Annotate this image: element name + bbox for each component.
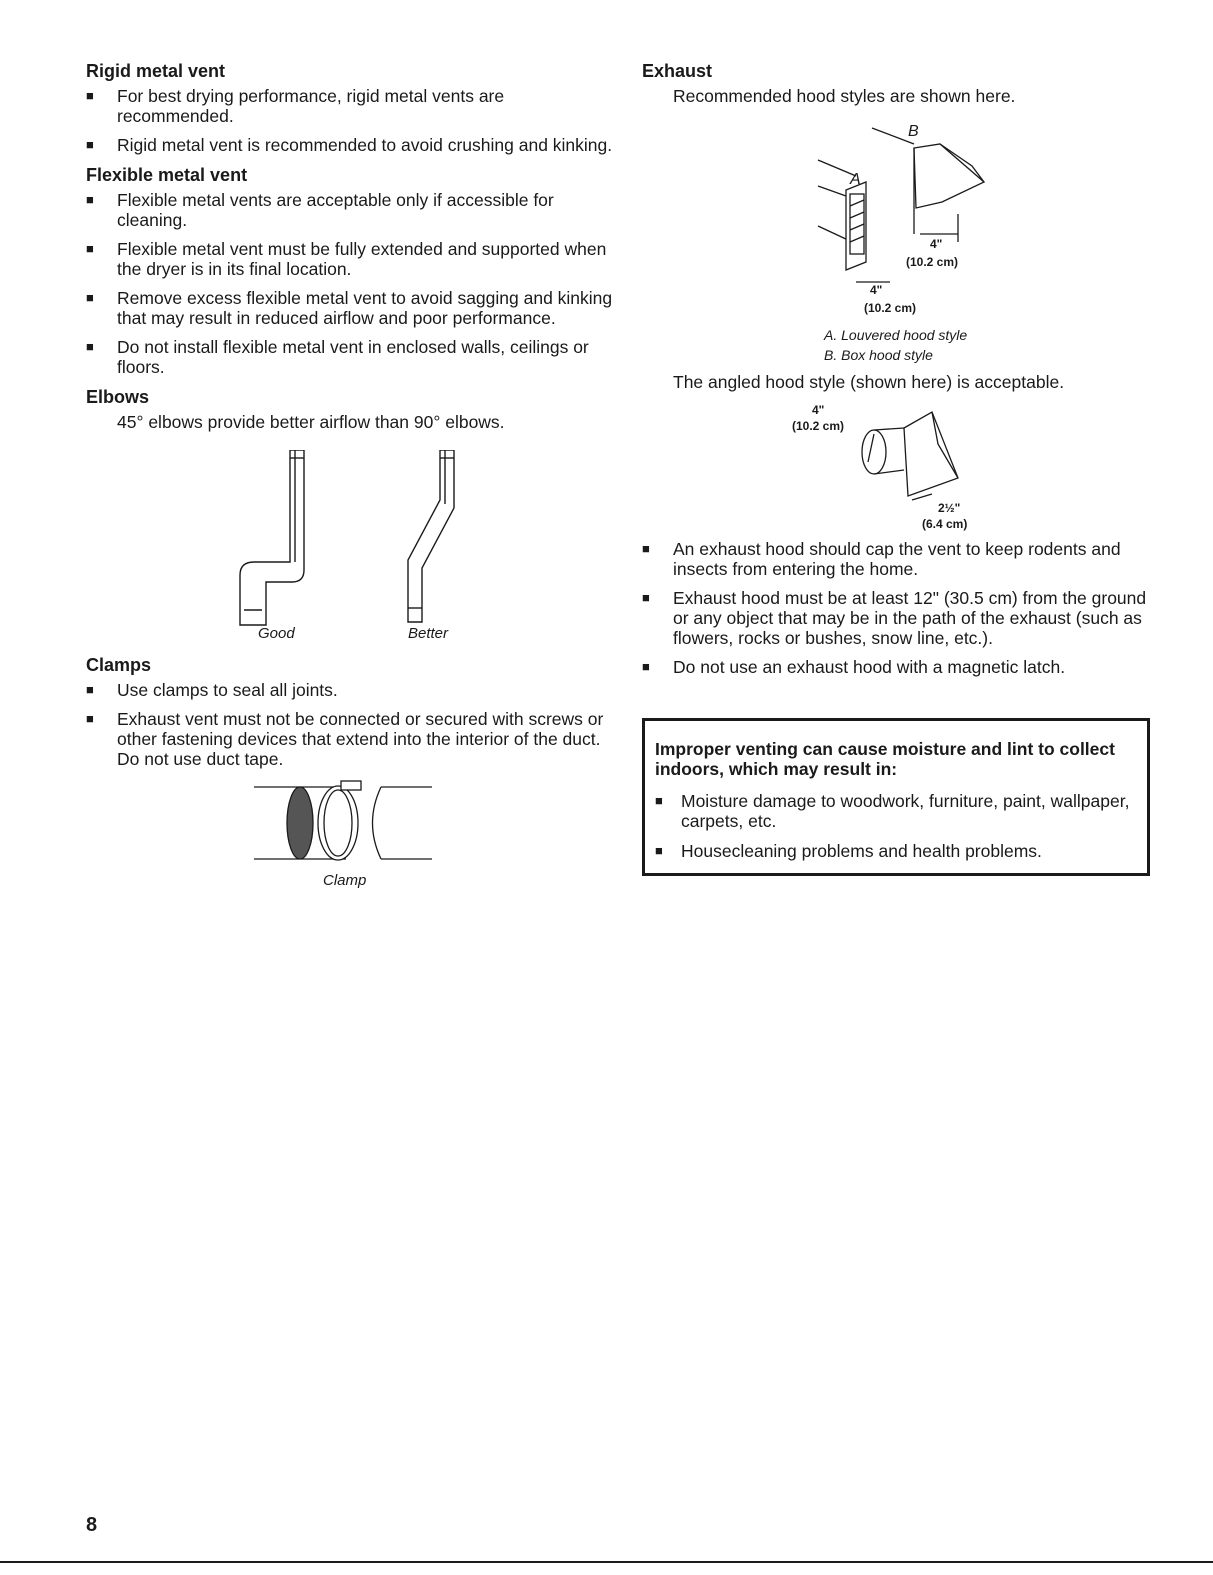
warning-item: ■ Moisture damage to woodwork, furniture, paint, wallpaper, carpets, etc.: [655, 791, 1161, 831]
flexible-heading: Flexible metal vent: [86, 165, 248, 185]
list-item: ■ Do not install flexible metal vent in enclosed walls, ceilings or floors.: [86, 337, 616, 377]
clamp-illustration: [86, 779, 506, 889]
list-item: ■ Remove excess flexible metal vent to avoid sagging and kinking that may result in reduced airflow and poor performance.: [86, 288, 616, 328]
list-item: ■ Exhaust vent must not be connected or secured with screws or other fastening devices that extend into the interior of the duct. Do not use duct tape.: [86, 709, 616, 769]
list-item: ■ For best drying performance, rigid metal vents are recommended.: [86, 86, 616, 126]
clamps-heading: Clamps: [86, 655, 152, 675]
elbows-heading: Elbows: [86, 387, 150, 407]
list-item: ■ Flexible metal vents are acceptable only if accessible for cleaning.: [86, 190, 616, 230]
caption-better: Better: [408, 625, 449, 642]
footer-rule: [0, 1561, 1213, 1563]
label-b: B: [908, 123, 919, 140]
angled-hood-illustration: [642, 400, 1162, 535]
dim-angled-in: 4": [812, 403, 825, 417]
better-elbow-45: [408, 450, 454, 622]
right-column: [642, 60, 1164, 686]
angled-hood-figure: [642, 400, 1164, 535]
hood-styles-figure: [642, 114, 1164, 364]
clamp-figure: [86, 779, 616, 889]
page-number: 8: [86, 1514, 98, 1536]
rigid-list: [86, 86, 616, 155]
rigid-heading: Rigid metal vent: [86, 61, 226, 81]
flexible-list: [86, 190, 616, 377]
dim-angled-depth-cm: (6.4 cm): [922, 517, 968, 531]
warning-item: ■ Housecleaning problems and health problems.: [655, 841, 1161, 861]
good-elbow-90: [240, 450, 304, 625]
warning-box: [642, 718, 1150, 876]
exhaust-heading: Exhaust: [642, 61, 713, 81]
exhaust-list: [642, 539, 1164, 677]
list-item: ■ Use clamps to seal all joints.: [86, 680, 616, 700]
list-item: ■ Do not use an exhaust hood with a magnetic latch.: [642, 657, 1164, 677]
dim-angled-depth-in: 2½": [938, 501, 961, 515]
caption-good: Good: [258, 625, 295, 642]
list-item: ■ An exhaust hood should cap the vent to keep rodents and insects from entering the home.: [642, 539, 1164, 579]
angled-hood-text: The angled hood style (shown here) is acceptable.: [673, 372, 1065, 392]
elbow-illustration: [86, 450, 506, 642]
clamps-list: [86, 680, 616, 769]
elbows-figure: [86, 450, 616, 642]
legend-a: A. Louvered hood style: [824, 327, 968, 343]
caption-clamp: Clamp: [323, 872, 367, 889]
list-item: ■ Exhaust hood must be at least 12" (30.5 cm) from the ground or any object that may be in the path of the exhaust (such as flowers, rocks or bushes, snow line, etc.).: [642, 588, 1164, 648]
warning-title: Improper venting can cause moisture and lint to collect indoors, which may result in:: [655, 739, 1115, 779]
label-a: A: [850, 171, 861, 188]
dim-louvered-in: 4": [870, 283, 883, 297]
dim-box-hood-in: 4": [930, 237, 943, 251]
legend-b: B. Box hood style: [824, 347, 933, 363]
elbows-text: 45° elbows provide better airflow than 90° elbows.: [117, 412, 505, 432]
dim-angled-cm: (10.2 cm): [792, 419, 845, 433]
dim-box-hood-cm: (10.2 cm): [906, 255, 959, 269]
exhaust-intro: Recommended hood styles are shown here.: [673, 86, 1016, 106]
left-column: [86, 60, 616, 889]
list-item: ■ Flexible metal vent must be fully extended and supported when the dryer is in its final location.: [86, 239, 616, 279]
hood-styles-illustration: [642, 114, 1162, 364]
list-item: ■ Rigid metal vent is recommended to avoid crushing and kinking.: [86, 135, 616, 155]
dim-louvered-cm: (10.2 cm): [864, 301, 917, 315]
